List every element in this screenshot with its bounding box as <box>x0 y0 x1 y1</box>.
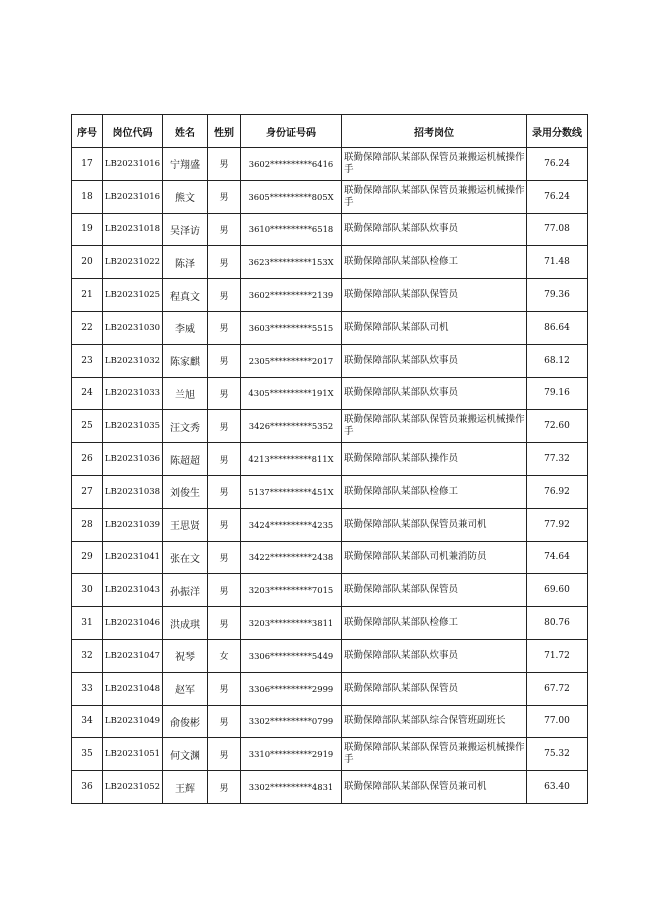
cell-post: 联勤保障部队某部队炊事员 <box>342 377 527 410</box>
cell-score: 77.08 <box>527 213 588 246</box>
cell-code: LB20231041 <box>103 541 163 574</box>
table-row <box>72 541 588 574</box>
table-row <box>72 738 588 771</box>
cell-gender: 男 <box>208 180 241 213</box>
cell-post: 联勤保障部队某部队保管员兼搬运机械操作手 <box>342 410 527 443</box>
cell-code: LB20231048 <box>103 672 163 705</box>
cell-score: 77.00 <box>527 705 588 738</box>
table-row <box>72 639 588 672</box>
cell-name: 宁翔盛 <box>163 148 208 181</box>
cell-score: 69.60 <box>527 574 588 607</box>
cell-gender: 男 <box>208 475 241 508</box>
cell-score: 63.40 <box>527 771 588 804</box>
table-row <box>72 508 588 541</box>
cell-code: LB20231052 <box>103 771 163 804</box>
cell-id: 3306**********2999 <box>241 672 342 705</box>
cell-id: 3203**********7015 <box>241 574 342 607</box>
cell-score: 76.24 <box>527 180 588 213</box>
cell-seq: 23 <box>72 344 103 377</box>
cell-code: LB20231038 <box>103 475 163 508</box>
cell-id: 3602**********6416 <box>241 148 342 181</box>
cell-gender: 男 <box>208 246 241 279</box>
cell-id: 4305**********191X <box>241 377 342 410</box>
cell-seq: 27 <box>72 475 103 508</box>
cell-score: 77.92 <box>527 508 588 541</box>
cell-code: LB20231036 <box>103 443 163 476</box>
cell-name: 汪文秀 <box>163 410 208 443</box>
cell-id: 3610**********6518 <box>241 213 342 246</box>
cell-score: 76.92 <box>527 475 588 508</box>
cell-post: 联勤保障部队某部队司机 <box>342 311 527 344</box>
cell-gender: 男 <box>208 410 241 443</box>
cell-id: 3203**********3811 <box>241 607 342 640</box>
cell-code: LB20231016 <box>103 148 163 181</box>
cell-gender: 男 <box>208 279 241 312</box>
cell-gender: 男 <box>208 705 241 738</box>
header-post: 招考岗位 <box>342 115 527 148</box>
cell-score: 67.72 <box>527 672 588 705</box>
cell-name: 程真文 <box>163 279 208 312</box>
table-row <box>72 311 588 344</box>
cell-seq: 28 <box>72 508 103 541</box>
cell-code: LB20231043 <box>103 574 163 607</box>
table-body <box>72 148 588 804</box>
cell-score: 71.72 <box>527 639 588 672</box>
cell-name: 何文渊 <box>163 738 208 771</box>
cell-code: LB20231025 <box>103 279 163 312</box>
cell-seq: 31 <box>72 607 103 640</box>
cell-seq: 25 <box>72 410 103 443</box>
results-table <box>71 114 588 804</box>
cell-seq: 33 <box>72 672 103 705</box>
cell-score: 74.64 <box>527 541 588 574</box>
cell-id: 3302**********0799 <box>241 705 342 738</box>
cell-code: LB20231030 <box>103 311 163 344</box>
cell-post: 联勤保障部队某部队检修工 <box>342 246 527 279</box>
cell-code: LB20231035 <box>103 410 163 443</box>
cell-name: 俞俊彬 <box>163 705 208 738</box>
cell-post: 联勤保障部队某部队保管员 <box>342 279 527 312</box>
cell-score: 80.76 <box>527 607 588 640</box>
cell-post: 联勤保障部队某部队炊事员 <box>342 344 527 377</box>
cell-score: 72.60 <box>527 410 588 443</box>
header-name: 姓名 <box>163 115 208 148</box>
cell-score: 79.16 <box>527 377 588 410</box>
cell-gender: 男 <box>208 213 241 246</box>
cell-post: 联勤保障部队某部队操作员 <box>342 443 527 476</box>
cell-id: 3302**********4831 <box>241 771 342 804</box>
cell-post: 联勤保障部队某部队保管员兼搬运机械操作手 <box>342 738 527 771</box>
cell-name: 陈超超 <box>163 443 208 476</box>
cell-id: 3306**********5449 <box>241 639 342 672</box>
cell-code: LB20231022 <box>103 246 163 279</box>
table-row <box>72 213 588 246</box>
cell-post: 联勤保障部队某部队检修工 <box>342 475 527 508</box>
cell-gender: 男 <box>208 344 241 377</box>
cell-post: 联勤保障部队某部队保管员兼司机 <box>342 771 527 804</box>
cell-seq: 35 <box>72 738 103 771</box>
cell-name: 洪成琪 <box>163 607 208 640</box>
header-row <box>72 115 588 148</box>
cell-code: LB20231039 <box>103 508 163 541</box>
cell-name: 兰旭 <box>163 377 208 410</box>
cell-id: 2305**********2017 <box>241 344 342 377</box>
cell-name: 孙振洋 <box>163 574 208 607</box>
cell-name: 李威 <box>163 311 208 344</box>
cell-seq: 34 <box>72 705 103 738</box>
cell-gender: 男 <box>208 738 241 771</box>
cell-seq: 36 <box>72 771 103 804</box>
table-row <box>72 410 588 443</box>
cell-seq: 18 <box>72 180 103 213</box>
cell-post: 联勤保障部队某部队保管员兼司机 <box>342 508 527 541</box>
cell-post: 联勤保障部队某部队综合保管班副班长 <box>342 705 527 738</box>
cell-name: 祝琴 <box>163 639 208 672</box>
cell-score: 68.12 <box>527 344 588 377</box>
cell-gender: 男 <box>208 508 241 541</box>
cell-id: 3422**********2438 <box>241 541 342 574</box>
table-row <box>72 771 588 804</box>
header-seq: 序号 <box>72 115 103 148</box>
table-row <box>72 279 588 312</box>
cell-score: 79.36 <box>527 279 588 312</box>
cell-score: 75.32 <box>527 738 588 771</box>
cell-post: 联勤保障部队某部队保管员 <box>342 672 527 705</box>
cell-code: LB20231051 <box>103 738 163 771</box>
cell-post: 联勤保障部队某部队保管员 <box>342 574 527 607</box>
table-header <box>72 115 588 148</box>
cell-code: LB20231018 <box>103 213 163 246</box>
header-gender: 性别 <box>208 115 241 148</box>
cell-name: 赵军 <box>163 672 208 705</box>
cell-seq: 24 <box>72 377 103 410</box>
cell-name: 熊文 <box>163 180 208 213</box>
cell-code: LB20231047 <box>103 639 163 672</box>
table-row <box>72 443 588 476</box>
table-row <box>72 607 588 640</box>
cell-name: 刘俊生 <box>163 475 208 508</box>
cell-seq: 20 <box>72 246 103 279</box>
table-row <box>72 180 588 213</box>
cell-post: 联勤保障部队某部队司机兼消防员 <box>342 541 527 574</box>
cell-gender: 男 <box>208 377 241 410</box>
table-row <box>72 344 588 377</box>
cell-name: 陈泽 <box>163 246 208 279</box>
cell-id: 3623**********153X <box>241 246 342 279</box>
cell-gender: 男 <box>208 148 241 181</box>
cell-score: 71.48 <box>527 246 588 279</box>
cell-post: 联勤保障部队某部队检修工 <box>342 607 527 640</box>
cell-seq: 29 <box>72 541 103 574</box>
cell-gender: 男 <box>208 574 241 607</box>
cell-code: LB20231032 <box>103 344 163 377</box>
cell-id: 3605**********805X <box>241 180 342 213</box>
cell-name: 张在文 <box>163 541 208 574</box>
table-row <box>72 574 588 607</box>
header-id: 身份证号码 <box>241 115 342 148</box>
header-score: 录用分数线 <box>527 115 588 148</box>
cell-score: 86.64 <box>527 311 588 344</box>
cell-id: 3602**********2139 <box>241 279 342 312</box>
cell-score: 77.32 <box>527 443 588 476</box>
cell-name: 吴泽访 <box>163 213 208 246</box>
cell-gender: 男 <box>208 443 241 476</box>
cell-post: 联勤保障部队某部队炊事员 <box>342 639 527 672</box>
cell-seq: 30 <box>72 574 103 607</box>
cell-name: 王思贤 <box>163 508 208 541</box>
cell-post: 联勤保障部队某部队保管员兼搬运机械操作手 <box>342 180 527 213</box>
cell-post: 联勤保障部队某部队炊事员 <box>342 213 527 246</box>
table-row <box>72 377 588 410</box>
cell-name: 陈家麒 <box>163 344 208 377</box>
cell-gender: 女 <box>208 639 241 672</box>
cell-code: LB20231033 <box>103 377 163 410</box>
cell-gender: 男 <box>208 541 241 574</box>
table-row <box>72 148 588 181</box>
cell-seq: 26 <box>72 443 103 476</box>
cell-gender: 男 <box>208 771 241 804</box>
cell-post: 联勤保障部队某部队保管员兼搬运机械操作手 <box>342 148 527 181</box>
table-row <box>72 672 588 705</box>
cell-code: LB20231016 <box>103 180 163 213</box>
table-row <box>72 475 588 508</box>
cell-seq: 21 <box>72 279 103 312</box>
cell-id: 3603**********5515 <box>241 311 342 344</box>
cell-code: LB20231049 <box>103 705 163 738</box>
cell-gender: 男 <box>208 311 241 344</box>
cell-id: 4213**********811X <box>241 443 342 476</box>
cell-score: 76.24 <box>527 148 588 181</box>
cell-seq: 22 <box>72 311 103 344</box>
cell-code: LB20231046 <box>103 607 163 640</box>
cell-seq: 19 <box>72 213 103 246</box>
cell-gender: 男 <box>208 672 241 705</box>
table-row <box>72 246 588 279</box>
cell-id: 3426**********5352 <box>241 410 342 443</box>
table-row <box>72 705 588 738</box>
cell-id: 5137**********451X <box>241 475 342 508</box>
cell-id: 3310**********2919 <box>241 738 342 771</box>
cell-seq: 32 <box>72 639 103 672</box>
cell-id: 3424**********4235 <box>241 508 342 541</box>
cell-gender: 男 <box>208 607 241 640</box>
cell-name: 王辉 <box>163 771 208 804</box>
cell-seq: 17 <box>72 148 103 181</box>
header-code: 岗位代码 <box>103 115 163 148</box>
